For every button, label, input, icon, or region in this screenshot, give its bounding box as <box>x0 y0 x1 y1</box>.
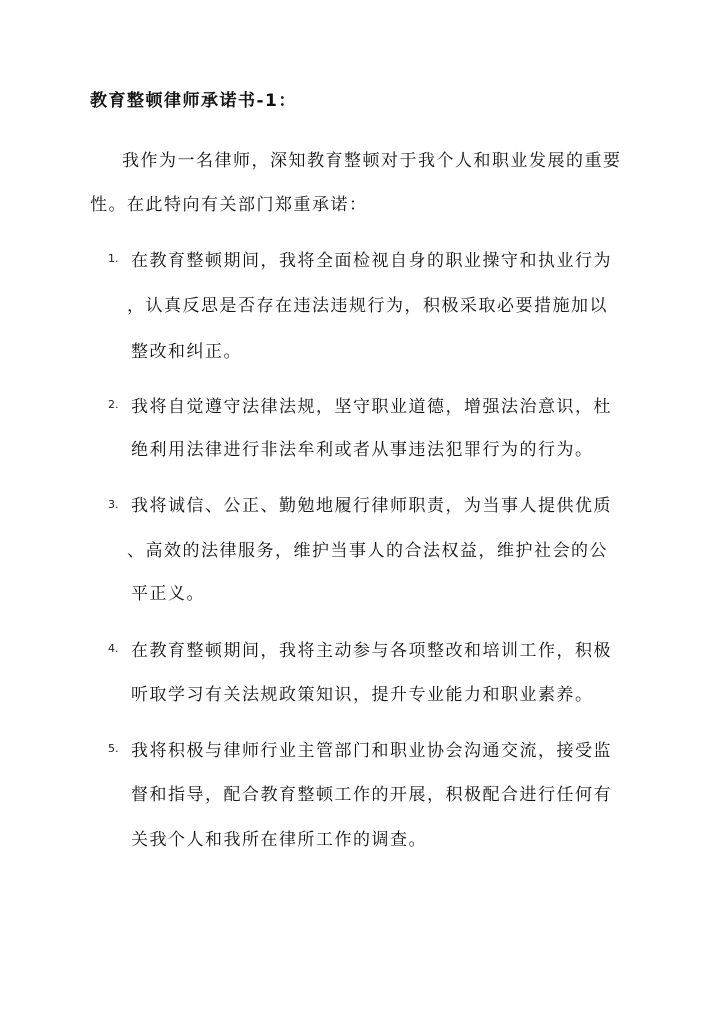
item-5-line-2: 督和指导，配合教育整顿工作的开展，积极配合进行任何有 <box>131 785 612 805</box>
item-1-line-1: 在教育整顿期间，我将全面检视自身的职业操守和执业行为 <box>131 251 612 271</box>
document-title: 教育整顿律师承诺书-1： <box>90 91 297 111</box>
item-1-line-2: ，认真反思是否存在违法违规行为，积极采取必要措施加以 <box>127 296 608 316</box>
item-number-2: 2. <box>108 398 119 411</box>
intro-line-1: 我作为一名律师，深知教育整顿对于我个人和职业发展的重要 <box>122 151 622 171</box>
intro-line-2: 性。在此特向有关部门郑重承诺： <box>90 195 368 215</box>
item-1-line-3: 整改和纠正。 <box>131 342 242 362</box>
item-5-line-3: 关我个人和我所在律所工作的调查。 <box>131 830 427 850</box>
item-4-line-1: 在教育整顿期间，我将主动参与各项整改和培训工作，积极 <box>131 641 612 661</box>
item-number-1: 1. <box>108 252 119 265</box>
item-4-line-2: 听取学习有关法规政策知识，提升专业能力和职业素养。 <box>131 685 594 705</box>
item-number-5: 5. <box>108 742 119 755</box>
item-5-line-1: 我将积极与律师行业主管部门和职业协会沟通交流，接受监 <box>131 741 612 761</box>
item-number-4: 4. <box>108 642 119 655</box>
item-3-line-3: 平正义。 <box>131 584 205 604</box>
item-number-3: 3. <box>108 498 119 511</box>
item-2-line-2: 绝利用法律进行非法牟利或者从事违法犯罪行为的行为。 <box>131 440 594 460</box>
item-3-line-1: 我将诚信、公正、勤勉地履行律师职责，为当事人提供优质 <box>131 496 612 516</box>
item-3-line-2: 、高效的法律服务，维护当事人的合法权益，维护社会的公 <box>127 541 608 561</box>
item-2-line-1: 我将自觉遵守法律法规，坚守职业道德，增强法治意识，杜 <box>131 397 612 417</box>
